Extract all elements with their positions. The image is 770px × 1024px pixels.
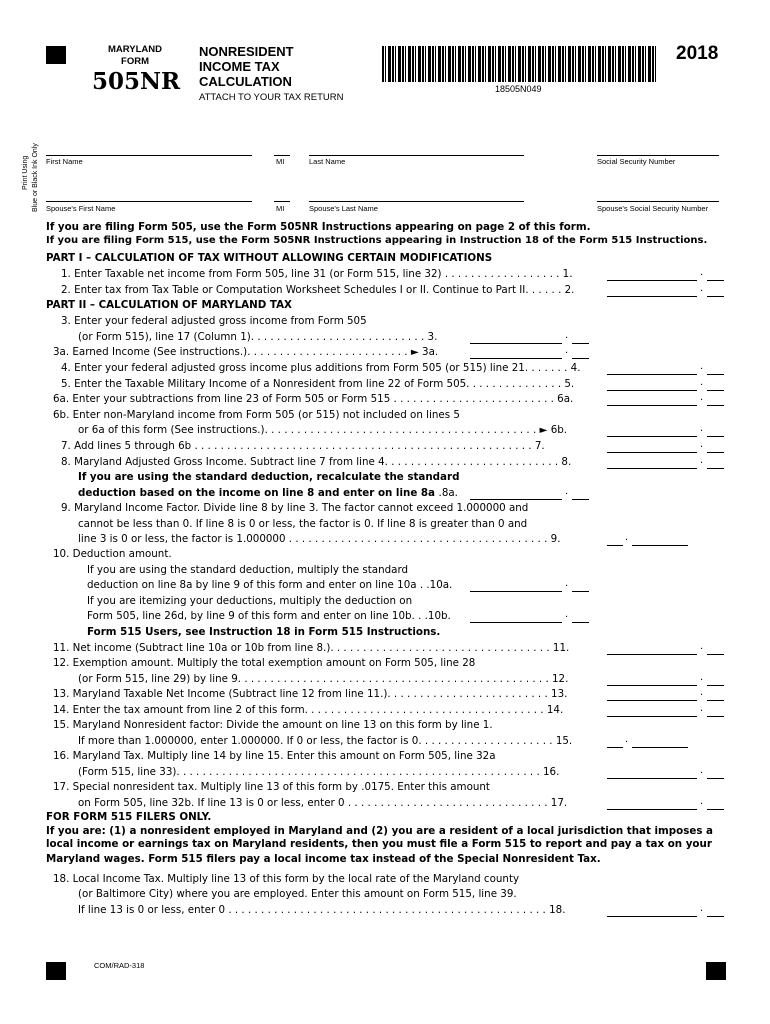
line-10a-cents[interactable] [572, 581, 589, 592]
line-9-decimals[interactable] [632, 535, 688, 546]
line-10a-text-2: deduction on line 8a by line 9 of this form and enter on line 10a . .10a. [87, 579, 453, 591]
decimal-point: . [700, 455, 704, 466]
form-number: 505NR [92, 68, 181, 95]
line-18-text-2: (or Baltimore City) where you are employed. Enter this amount on Form 515, line 39. [78, 888, 517, 900]
line-2-input[interactable] [607, 286, 697, 297]
line-4-input[interactable] [607, 364, 697, 375]
line-16-text-1: 16. Maryland Tax. Multiply line 14 by line 15. Enter this amount on Form 505, line 32a [53, 750, 496, 762]
form-title [199, 44, 294, 89]
line-14-cents[interactable] [707, 706, 724, 717]
line-7-input[interactable] [607, 442, 697, 453]
decimal-point: . [700, 796, 704, 807]
ssn-label: Social Security Number [597, 157, 676, 166]
line-11-input[interactable] [607, 644, 697, 655]
line-8: 8. Maryland Adjusted Gross Income. Subtract line 7 from line 4. . . . . . . . . . . . . . . . . . . . . . . . . . . 8. [61, 456, 572, 468]
line-10: 10. Deduction amount. [53, 548, 172, 560]
line-6b-cents[interactable] [707, 426, 724, 437]
line-13-input[interactable] [607, 690, 697, 701]
spouse-last-name-input[interactable] [309, 201, 524, 202]
line-8a-text-1: If you are using the standard deduction, recalculate the standard [78, 471, 460, 483]
line-10-note: Form 515 Users, see Instruction 18 in Form 515 Instructions. [87, 626, 441, 638]
line-7: 7. Add lines 5 through 6b . . . . . . . . . . . . . . . . . . . . . . . . . . . . . . . . . . . . . . . . . . . . . . . . . . . . 7. [61, 440, 545, 452]
line-3-cents[interactable] [572, 333, 589, 344]
line-18-text-3: If line 13 is 0 or less, enter 0 . . . . . . . . . . . . . . . . . . . . . . . . . . . . . . . . . . . . . . . . . . . . . . . . . 18. [78, 904, 566, 916]
decimal-point: . [700, 903, 704, 914]
line-14-input[interactable] [607, 706, 697, 717]
spouse-first-name-input[interactable] [46, 201, 252, 202]
line-5: 5. Enter the Taxable Military Income of a Nonresident from line 22 of Form 505. . . . . . . . . . . . . . . 5. [61, 378, 575, 390]
line-17-input[interactable] [607, 799, 697, 810]
line-8-cents[interactable] [707, 458, 724, 469]
instruction-note-505: If you are filing Form 505, use the Form 505NR Instructions appearing on page 2 of this form. [46, 221, 591, 233]
line-17-cents[interactable] [707, 799, 724, 810]
line-8a-label: . .8a. [432, 487, 458, 499]
last-name-input[interactable] [309, 155, 524, 156]
form-515-heading: FOR FORM 515 FILERS ONLY. [46, 811, 212, 823]
decimal-point: . [700, 687, 704, 698]
decimal-point: . [565, 609, 569, 620]
decimal-point: . [565, 578, 569, 589]
decimal-point: . [700, 267, 704, 278]
line-16-input[interactable] [607, 768, 697, 779]
form-515-note-2: local income or earnings tax on Maryland residents, then you must file a Form 515 to report and pay a tax on your [46, 838, 712, 850]
line-3-text-2: (or Form 515), line 17 (Column 1). . . . . . . . . . . . . . . . . . . . . . . . . . . 3. [78, 331, 438, 343]
decimal-point: . [565, 486, 569, 497]
line-6b-text-1: 6b. Enter non-Maryland income from Form 505 (or 515) not included on lines 5 [53, 409, 460, 421]
line-11: 11. Net income (Subtract line 10a or 10b from line 8.). . . . . . . . . . . . . . . . . . . . . . . . . . . . . . . . . . 11. [53, 642, 570, 654]
spouse-last-name-label: Spouse's Last Name [309, 204, 378, 213]
mi-label: MI [276, 157, 285, 166]
line-6a-cents[interactable] [707, 395, 724, 406]
title-line-2: INCOME TAX [199, 59, 280, 74]
line-8a-input[interactable] [470, 489, 562, 500]
line-15-text-1: 15. Maryland Nonresident factor: Divide the amount on line 13 on this form by line 1. [53, 719, 493, 731]
ssn-input[interactable] [597, 155, 719, 156]
spouse-ssn-input[interactable] [597, 201, 719, 202]
barcode [382, 46, 656, 82]
line-10b-text-1: If you are itemizing your deductions, multiply the deduction on [87, 595, 413, 607]
line-8a-cents[interactable] [572, 489, 589, 500]
line-15-whole[interactable] [607, 737, 623, 748]
line-4: 4. Enter your federal adjusted gross income plus additions from Form 505 (or 515) line 21. . . . . . . 4. [61, 362, 581, 374]
line-16-cents[interactable] [707, 768, 724, 779]
decimal-point: . [700, 361, 704, 372]
line-1: 1. Enter Taxable net income from Form 505, line 31 (or Form 515, line 32) . . . . . . . . . . . . . . . . . . 1. [61, 268, 573, 280]
ink-note-2: Blue or Black Ink Only [32, 143, 39, 212]
line-18-cents[interactable] [707, 906, 724, 917]
line-3a-cents[interactable] [572, 348, 589, 359]
line-10a-text-1: If you are using the standard deduction, multiply the standard [87, 564, 409, 576]
line-7-cents[interactable] [707, 442, 724, 453]
line-4-cents[interactable] [707, 364, 724, 375]
part-1-heading: PART I – CALCULATION OF TAX WITHOUT ALLOWING CERTAIN MODIFICATIONS [46, 252, 493, 264]
line-18-input[interactable] [607, 906, 697, 917]
line-9-whole[interactable] [607, 535, 623, 546]
line-2-cents[interactable] [707, 286, 724, 297]
line-3-input[interactable] [470, 333, 562, 344]
line-10b-cents[interactable] [572, 612, 589, 623]
decimal-point: . [700, 765, 704, 776]
line-15-decimals[interactable] [632, 737, 688, 748]
instruction-note-515: If you are filing Form 515, use the Form 505NR Instructions appearing in Instruction 18 of the Form 515 Instructions. [46, 235, 708, 246]
decimal-point: . [700, 377, 704, 388]
form-word: FORM [121, 56, 149, 67]
line-8-input[interactable] [607, 458, 697, 469]
line-14: 14. Enter the tax amount from line 2 of this form. . . . . . . . . . . . . . . . . . . . . . . . . . . . . . . . . . . . . 14. [53, 704, 564, 716]
state-label: MARYLAND [107, 44, 162, 55]
first-name-label: First Name [46, 157, 83, 166]
line-12-text-1: 12. Exemption amount. Multiply the total exemption amount on Form 505, line 28 [53, 657, 476, 669]
line-8a-text-2: deduction based on the income on line 8 and enter on line 8a [78, 487, 436, 499]
spouse-first-name-label: Spouse's First Name [46, 204, 116, 213]
line-6a-input[interactable] [607, 395, 697, 406]
line-15-text-2: If more than 1.000000, enter 1.000000. If 0 or less, the factor is 0. . . . . . . . . . . . . . . . . . . . . 15. [78, 735, 573, 747]
line-5-input[interactable] [607, 380, 697, 391]
decimal-point: . [700, 703, 704, 714]
line-3a-input[interactable] [470, 348, 562, 359]
line-10a-input[interactable] [470, 581, 562, 592]
spouse-mi-label: MI [276, 204, 285, 213]
decimal-point: . [700, 439, 704, 450]
line-17-text-2: on Form 505, line 32b. If line 13 is 0 or less, enter 0 . . . . . . . . . . . . . . . . . . . . . . . . . . . . . . . 17. [78, 797, 568, 809]
part-2-heading: PART II – CALCULATION OF MARYLAND TAX [46, 299, 292, 311]
line-6b-input[interactable] [607, 426, 697, 437]
decimal-point: . [565, 330, 569, 341]
line-12-text-2: (or Form 515, line 29) by line 9. . . . . . . . . . . . . . . . . . . . . . . . . . . . . . . . . . . . . . . . . . . . . . . . 12. [78, 673, 569, 685]
registration-mark-top-left [46, 46, 66, 64]
line-1-input[interactable] [607, 270, 697, 281]
line-6b-text-2: or 6a of this form (See instructions.). . . . . . . . . . . . . . . . . . . . . . . . . . . . . . . . . . . . . . . . . . ► 6b. [78, 424, 568, 436]
line-2: 2. Enter tax from Tax Table or Computation Worksheet Schedules I or II. Continue to Part II. . . . . . 2. [61, 284, 575, 296]
line-12-cents[interactable] [707, 675, 724, 686]
spouse-ssn-label: Spouse's Social Security Number [597, 204, 709, 213]
form-515-note-1: If you are: (1) a nonresident employed in Maryland and (2) you are a resident of a local jurisdiction that imposes a [46, 825, 713, 837]
registration-mark-bottom-right [706, 962, 726, 980]
decimal-point: . [700, 392, 704, 403]
line-10b-text-2: Form 505, line 26d, by line 9 of this form and enter on line 10b. . .10b. [87, 610, 451, 622]
title-line-3: CALCULATION [199, 74, 292, 89]
line-11-cents[interactable] [707, 644, 724, 655]
line-9-text-1: 9. Maryland Income Factor. Divide line 8 by line 3. The factor cannot exceed 1.000000 and [61, 502, 529, 514]
line-3a: 3a. Earned Income (See instructions.). . . . . . . . . . . . . . . . . . . . . . . . . ► 3a. [53, 346, 439, 358]
decimal-point: . [565, 345, 569, 356]
line-3-text-1: 3. Enter your federal adjusted gross income from Form 505 [61, 315, 367, 327]
title-line-1: NONRESIDENT [199, 44, 294, 59]
line-6a: 6a. Enter your subtractions from line 23 of Form 505 or Form 515 . . . . . . . . . . . . . . . . . . . . . . . . . 6a. [53, 393, 574, 405]
last-name-label: Last Name [309, 157, 346, 166]
line-1-cents[interactable] [707, 270, 724, 281]
decimal-point: . [700, 423, 704, 434]
line-18-text-1: 18. Local Income Tax. Multiply line 13 of this form by the local rate of the Maryland county [53, 873, 520, 885]
decimal-point: . [625, 532, 629, 543]
line-9-text-2: cannot be less than 0. If line 8 is 0 or less, the factor is 0. If line 8 is greater than 0 and [78, 518, 528, 530]
barcode-number: 18505N049 [495, 84, 542, 94]
spouse-mi-input[interactable] [274, 201, 290, 202]
mi-input[interactable] [274, 155, 290, 156]
decimal-point: . [700, 672, 704, 683]
line-9-text-3: line 3 is 0 or less, the factor is 1.000000 . . . . . . . . . . . . . . . . . . . . . . . . . . . . . . . . . . . . . . . . 9. [78, 533, 561, 545]
form-515-note-3: Maryland wages. Form 515 filers pay a local income tax instead of the Special Nonresident Tax. [46, 853, 601, 865]
line-16-text-2: (Form 515, line 33). . . . . . . . . . . . . . . . . . . . . . . . . . . . . . . . . . . . . . . . . . . . . . . . . . . . . . . . 16. [78, 766, 560, 778]
attach-instruction: ATTACH TO YOUR TAX RETURN [199, 92, 344, 103]
decimal-point: . [625, 734, 629, 745]
first-name-input[interactable] [46, 155, 252, 156]
tax-year: 2018 [676, 43, 719, 64]
decimal-point: . [700, 283, 704, 294]
line-5-cents[interactable] [707, 380, 724, 391]
decimal-point: . [700, 641, 704, 652]
line-12-input[interactable] [607, 675, 697, 686]
line-10b-input[interactable] [470, 612, 562, 623]
line-17-text-1: 17. Special nonresident tax. Multiply line 13 of this form by .0175. Enter this amount [53, 781, 490, 793]
registration-mark-bottom-left [46, 962, 66, 980]
line-13-cents[interactable] [707, 690, 724, 701]
form-code: COM/RAD-318 [94, 961, 145, 970]
line-13: 13. Maryland Taxable Net Income (Subtract line 12 from line 11.). . . . . . . . . . . . . . . . . . . . . . . . . 13. [53, 688, 568, 700]
ink-note-1: Print Using [22, 155, 29, 190]
